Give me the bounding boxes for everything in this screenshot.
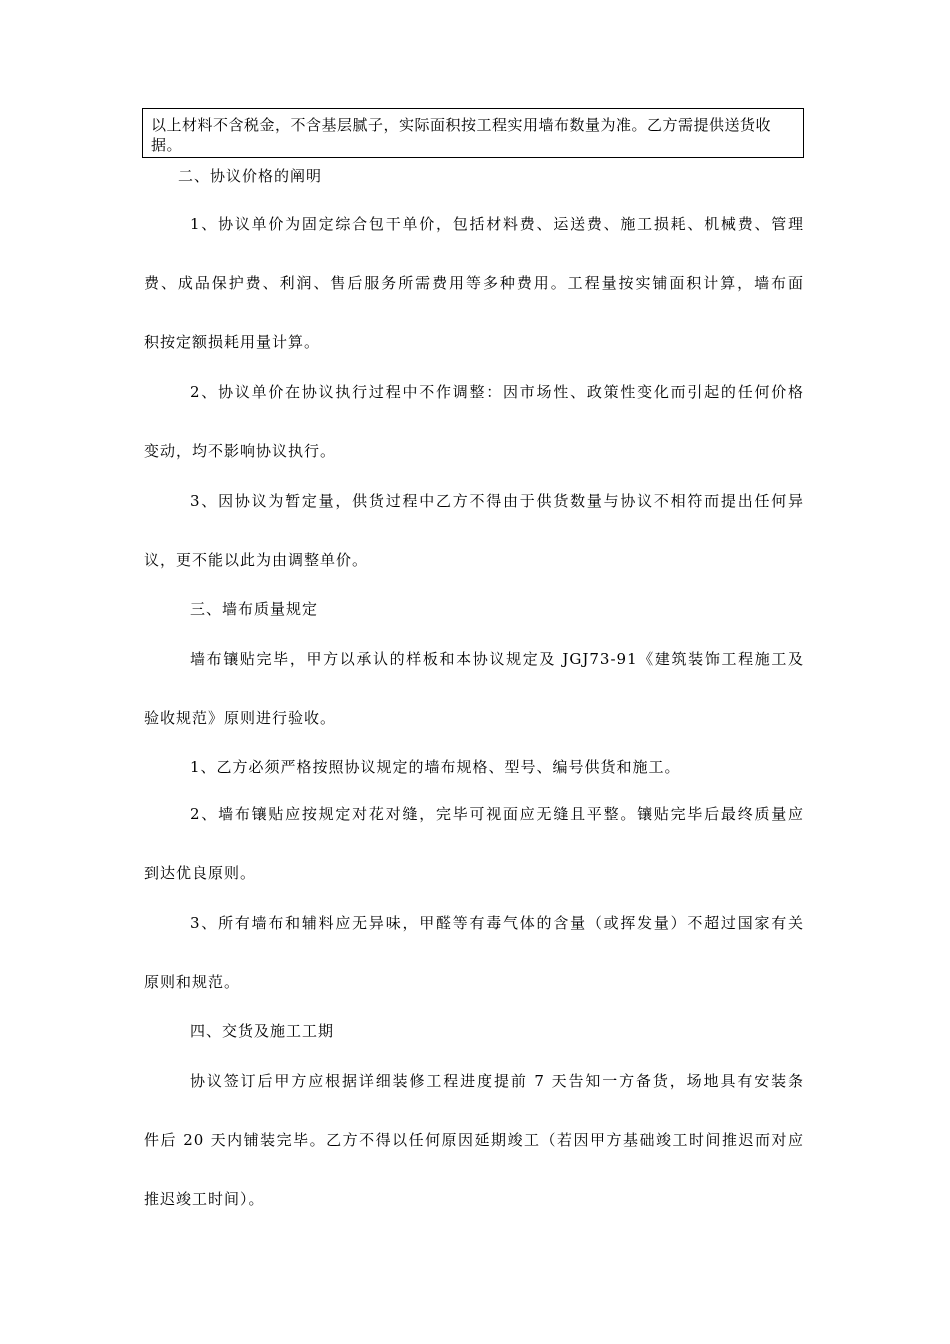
section4-p1-line1: 协议签订后甲方应根据详细装修工程进度提前 7 天告知一方备货，场地具有安装条: [190, 1072, 804, 1090]
section2-p2-line1: 2、协议单价在协议执行过程中不作调整：因市场性、政策性变化而引起的任何价格: [190, 383, 804, 401]
section2-p1-line1: 1、协议单价为固定综合包干单价，包括材料费、运送费、施工损耗、机械费、管理: [190, 215, 804, 233]
section2-p2-line2: 变动，均不影响协议执行。: [144, 442, 337, 460]
section2-p3-line1: 3、因协议为暂定量，供货过程中乙方不得由于供货数量与协议不相符而提出任何异: [190, 492, 804, 510]
section3-intro-line1: 墙布镶贴完毕，甲方以承认的样板和本协议规定及 JGJ73-91《建筑装饰工程施工及: [190, 650, 804, 668]
section3-p3-line2: 原则和规范。: [144, 973, 241, 991]
material-note-text: 以上材料不含税金，不含基层腻子，实际面积按工程实用墙布数量为准。乙方需提供送货收据。: [151, 116, 772, 154]
section3-p2-line1: 2、墙布镶贴应按规定对花对缝，完毕可视面应无缝且平整。镶贴完毕后最终质量应: [190, 805, 804, 823]
section2-p3-line2: 议，更不能以此为由调整单价。: [144, 551, 369, 569]
section4-heading: 四、交货及施工工期: [190, 1022, 335, 1040]
section4-p1-line2: 件后 20 天内铺装完毕。乙方不得以任何原因延期竣工（若因甲方基础竣工时间推迟而对应: [144, 1131, 804, 1149]
section2-p1-line3: 积按定额损耗用量计算。: [144, 333, 321, 351]
material-note-box: [142, 108, 804, 158]
section2-p1-line2: 费、成品保护费、利润、售后服务所需费用等多种费用。工程量按实铺面积计算，墙布面: [144, 274, 804, 292]
section2-heading: 二、协议价格的阐明: [178, 167, 323, 185]
section3-p2-line2: 到达优良原则。: [144, 864, 257, 882]
section3-p1-line1: 1、乙方必须严格按照协议规定的墙布规格、型号、编号供货和施工。: [190, 758, 681, 776]
section3-intro-line2: 验收规范》原则进行验收。: [144, 709, 337, 727]
section3-p3-line1: 3、所有墙布和辅料应无异味，甲醛等有毒气体的含量（或挥发量）不超过国家有关: [190, 914, 804, 932]
section4-p1-line3: 推迟竣工时间）。: [144, 1190, 265, 1208]
section3-heading: 三、墙布质量规定: [190, 600, 319, 618]
